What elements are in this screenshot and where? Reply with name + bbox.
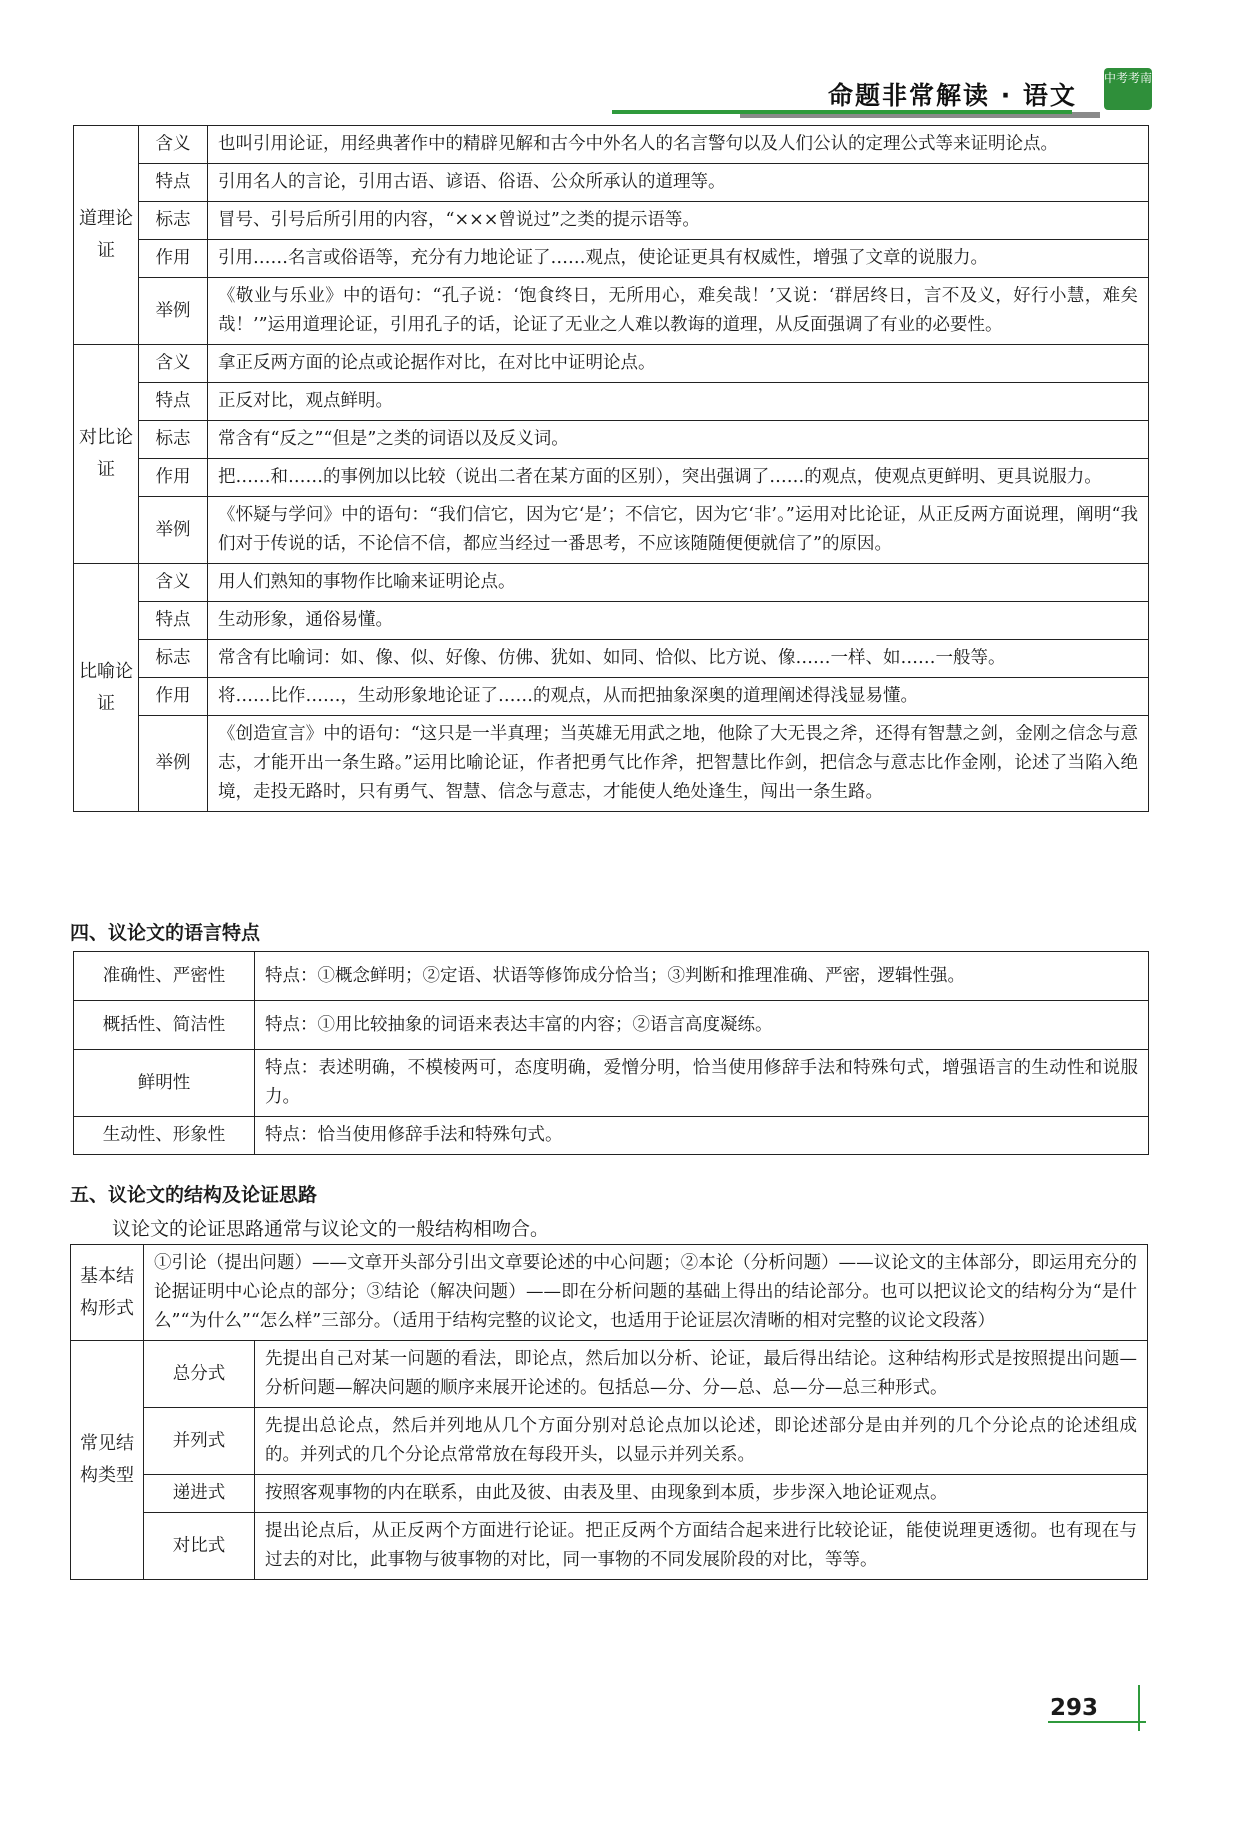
- row-text: 特点：①概念鲜明；②定语、状语等修饰成分恰当；③判断和推理准确、严密，逻辑性强。: [255, 952, 1149, 1001]
- table-row: [71, 1245, 1148, 1341]
- row-text: 用人们熟知的事物作比喻来证明论点。: [208, 564, 1149, 602]
- row-label: 作用: [139, 459, 208, 497]
- header-title: 命题非常解读 · 语文: [828, 81, 1077, 110]
- row-text: 先提出自己对某一问题的看法，即论点，然后加以分析、论证，最后得出结论。这种结构形式是按照提出问题—分析问题—解决问题的顺序来展开论述的。包括总—分、分—总、总—分—总三种形式。: [255, 1341, 1148, 1408]
- row-label: 特点: [139, 164, 208, 202]
- row-label: 举例: [139, 497, 208, 564]
- row-text: 常含有“反之”“但是”之类的词语以及反义词。: [208, 421, 1149, 459]
- section5-heading: 五、议论文的结构及论证思路: [70, 1184, 318, 1206]
- row-label: 含义: [139, 126, 208, 164]
- row-text: 正反对比，观点鲜明。: [208, 383, 1149, 421]
- row-label: 准确性、严密性: [74, 952, 255, 1001]
- table-row: [74, 497, 1149, 564]
- page-header: [0, 60, 1250, 120]
- row-text: 引用名人的言论，引用古语、谚语、俗语、公众所承认的道理等。: [208, 164, 1149, 202]
- row-label: 举例: [139, 716, 208, 812]
- common-structure-label: 常见结构类型: [71, 1341, 144, 1580]
- structure-table: [70, 1244, 1148, 1580]
- row-text: 把……和……的事例加以比较（说出二者在某方面的区别），突出强调了……的观点，使观点更鲜明、更具说服力。: [208, 459, 1149, 497]
- row-label: 含义: [139, 564, 208, 602]
- table-row: [74, 640, 1149, 678]
- row-label: 含义: [139, 345, 208, 383]
- row-label: 总分式: [144, 1341, 255, 1408]
- row-text: 特点：表述明确，不模棱两可，态度明确，爱憎分明，恰当使用修辞手法和特殊句式，增强语言的生动性和说服力。: [255, 1050, 1149, 1117]
- table-row: [74, 383, 1149, 421]
- table-row: [74, 202, 1149, 240]
- table-row: [74, 126, 1149, 164]
- table-row: [71, 1408, 1148, 1475]
- row-text: 也叫引用论证，用经典著作中的精辟见解和古今中外名人的名言警句以及人们公认的定理公式等来证明论点。: [208, 126, 1149, 164]
- argument-methods-table: [73, 125, 1149, 812]
- row-text: 《敬业与乐业》中的语句：“孔子说：‘饱食终日，无所用心，难矣哉！’又说：‘群居终日，言不及义，好行小慧，难矣哉！’”运用道理论证，引用孔子的话，论证了无业之人难以教诲的道理，从反面强调了有业的必要性。: [208, 278, 1149, 345]
- category-contrast: 对比论证: [74, 345, 139, 564]
- row-label: 特点: [139, 383, 208, 421]
- row-label: 举例: [139, 278, 208, 345]
- header-logo-icon: 中考考南: [1104, 68, 1152, 110]
- row-text: 特点：①用比较抽象的词语来表达丰富的内容；②语言高度凝练。: [255, 1001, 1149, 1050]
- basic-structure-label: 基本结构形式: [71, 1245, 144, 1341]
- row-text: 冒号、引号后所引用的内容，“×××曾说过”之类的提示语等。: [208, 202, 1149, 240]
- table-row: [71, 1513, 1148, 1580]
- basic-structure-text: ①引论（提出问题）——文章开头部分引出文章要论述的中心问题；②本论（分析问题）——议论文的主体部分，即运用充分的论据证明中心论点的部分；③结论（解决问题）——即在分析问题的基础上得出的结论部分。也可以把议论文的结构分为“是什么”“为什么”“怎么样”三部分。（适用于结构完整的议论文，也适用于论证层次清晰的相对完整的议论文段落）: [144, 1245, 1148, 1341]
- table-row: [74, 1117, 1149, 1155]
- row-label: 对比式: [144, 1513, 255, 1580]
- table-row: [71, 1341, 1148, 1408]
- row-label: 特点: [139, 602, 208, 640]
- table-row: [74, 240, 1149, 278]
- row-text: 拿正反两方面的论点或论据作对比，在对比中证明论点。: [208, 345, 1149, 383]
- language-features-table: [73, 951, 1149, 1155]
- category-metaphor: 比喻论证: [74, 564, 139, 812]
- row-label: 标志: [139, 640, 208, 678]
- row-label: 递进式: [144, 1475, 255, 1513]
- table-row: [74, 1001, 1149, 1050]
- row-text: 将……比作……，生动形象地论证了……的观点，从而把抽象深奥的道理阐述得浅显易懂。: [208, 678, 1149, 716]
- row-label: 概括性、简洁性: [74, 1001, 255, 1050]
- row-label: 作用: [139, 678, 208, 716]
- row-text: 生动形象，通俗易懂。: [208, 602, 1149, 640]
- page-number-rule-horizontal: [1048, 1721, 1146, 1723]
- row-text: 《创造宣言》中的语句：“这只是一半真理；当英雄无用武之地，他除了大无畏之斧，还得有智慧之剑，金刚之信念与意志，才能开出一条生路。”运用比喻论证，作者把勇气比作斧，把智慧比作剑，把信念与意志比作金刚，论述了当陷入绝境，走投无路时，只有勇气、智慧、信念与意志，才能使人绝处逢生，闯出一条生路。: [208, 716, 1149, 812]
- section4-heading: 四、议论文的语言特点: [70, 922, 261, 944]
- row-label: 作用: [139, 240, 208, 278]
- row-text: 先提出总论点，然后并列地从几个方面分别对总论点加以论述，即论述部分是由并列的几个分论点的论述组成的。并列式的几个分论点常常放在每段开头，以显示并列关系。: [255, 1408, 1148, 1475]
- table-row: [74, 164, 1149, 202]
- table-row: [74, 421, 1149, 459]
- row-label: 生动性、形象性: [74, 1117, 255, 1155]
- table-row: [71, 1475, 1148, 1513]
- table-row: [74, 602, 1149, 640]
- row-text: 引用……名言或俗语等，充分有力地论证了……观点，使论证更具有权威性，增强了文章的说服力。: [208, 240, 1149, 278]
- row-label: 并列式: [144, 1408, 255, 1475]
- row-text: 《怀疑与学问》中的语句：“我们信它，因为它‘是’；不信它，因为它‘非’。”运用对比论证，从正反两方面说理，阐明“我们对于传说的话，不论信不信，都应当经过一番思考，不应该随随便便就信了”的原因。: [208, 497, 1149, 564]
- table-row: [74, 952, 1149, 1001]
- row-text: 特点：恰当使用修辞手法和特殊句式。: [255, 1117, 1149, 1155]
- table-row: [74, 345, 1149, 383]
- table-row: [74, 564, 1149, 602]
- section5-intro: 议论文的论证思路通常与议论文的一般结构相吻合。: [112, 1218, 550, 1240]
- page-number-rule-vertical: [1138, 1685, 1140, 1731]
- row-text: 常含有比喻词：如、像、似、好像、仿佛、犹如、如同、恰似、比方说、像……一样、如……一般等。: [208, 640, 1149, 678]
- category-reasoning: 道理论证: [74, 126, 139, 345]
- table-row: [74, 1050, 1149, 1117]
- row-text: 按照客观事物的内在联系，由此及彼、由表及里、由现象到本质，步步深入地论证观点。: [255, 1475, 1148, 1513]
- row-text: 提出论点后，从正反两个方面进行论证。把正反两个方面结合起来进行比较论证，能使说理更透彻。也有现在与过去的对比，此事物与彼事物的对比，同一事物的不同发展阶段的对比，等等。: [255, 1513, 1148, 1580]
- table-row: [74, 716, 1149, 812]
- table-row: [74, 459, 1149, 497]
- table-row: [74, 278, 1149, 345]
- row-label: 鲜明性: [74, 1050, 255, 1117]
- page-number: 293: [1050, 1695, 1099, 1721]
- row-label: 标志: [139, 421, 208, 459]
- row-label: 标志: [139, 202, 208, 240]
- table-row: [74, 678, 1149, 716]
